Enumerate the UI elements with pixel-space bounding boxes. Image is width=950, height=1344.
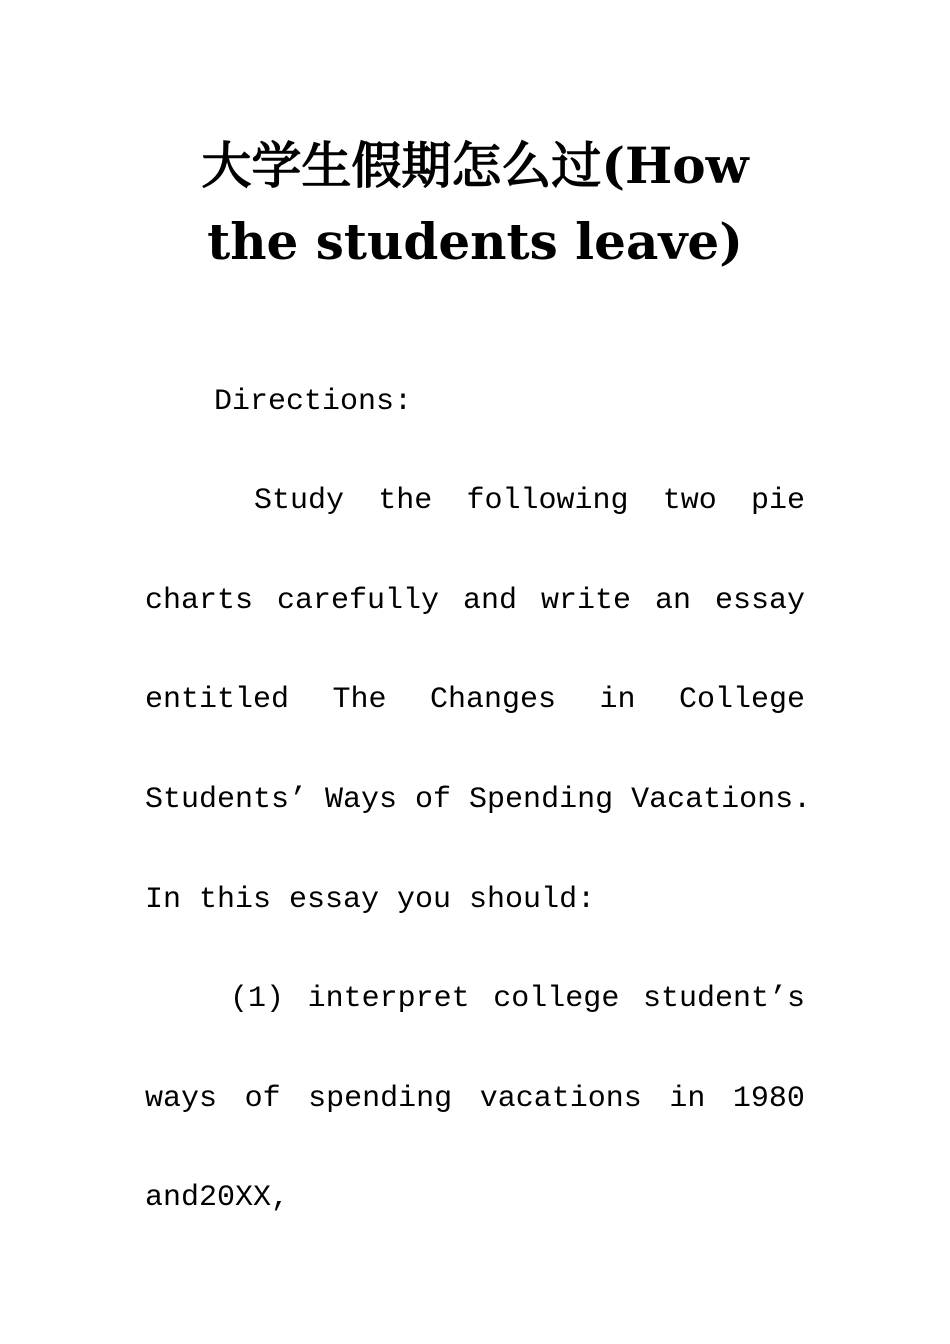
paragraph-2-line-2: [145, 1079, 805, 1119]
word: College: [678, 683, 805, 717]
word: (1): [230, 982, 285, 1016]
word: an: [654, 584, 691, 618]
word: Study: [254, 484, 345, 518]
word: college: [493, 982, 620, 1016]
paragraph-1-line-3: [145, 680, 805, 720]
word: write: [540, 584, 631, 618]
word: carefully: [277, 584, 440, 618]
paragraph-1-line-4: Students’ Ways of Spending Vacations.: [145, 783, 812, 817]
paragraph-2-line-1: [230, 979, 805, 1019]
word: entitled: [145, 683, 290, 717]
word: in: [599, 683, 636, 717]
word: ways: [145, 1082, 218, 1116]
paragraph-1-line-2: [145, 581, 805, 621]
word: pie: [750, 484, 805, 518]
word: and: [463, 584, 518, 618]
paragraph-1-line-5: In this essay you should:: [145, 883, 596, 917]
word: in: [669, 1082, 706, 1116]
word: spending: [308, 1082, 453, 1116]
paragraph-1-line-1: [254, 481, 805, 521]
word: student’s: [642, 982, 805, 1016]
word: following: [466, 484, 629, 518]
word: Changes: [429, 683, 557, 717]
paragraph-2-line-3: and20XX,: [145, 1181, 290, 1215]
word: of: [244, 1082, 281, 1116]
word: essay: [714, 584, 805, 618]
word: The: [332, 683, 387, 717]
document-title: [145, 128, 805, 280]
directions-label: Directions:: [214, 385, 413, 419]
title-line-2: the students leave): [207, 212, 743, 271]
word: the: [378, 484, 433, 518]
title-line-1: 大学生假期怎么过(How: [201, 136, 749, 195]
word: interpret: [307, 982, 470, 1016]
word: two: [662, 484, 717, 518]
word: 1980: [732, 1082, 805, 1116]
word: charts: [145, 584, 254, 618]
word: vacations: [479, 1082, 642, 1116]
